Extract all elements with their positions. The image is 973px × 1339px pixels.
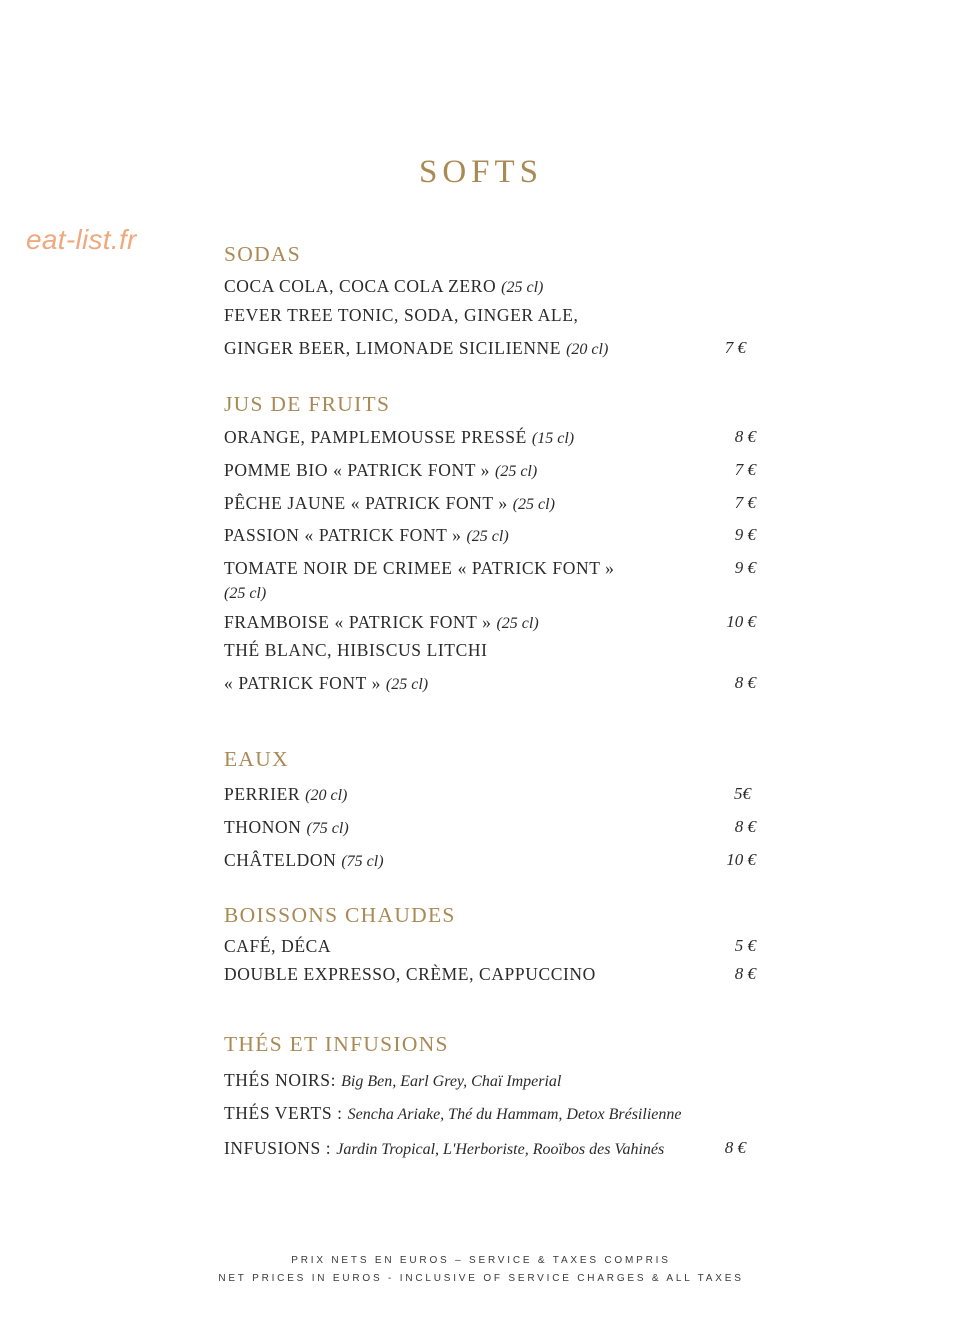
item-name: FRAMBOISE « PATRICK FONT » (224, 612, 492, 632)
menu-item (224, 276, 756, 300)
menu-item (224, 817, 756, 841)
item-name: GINGER BEER, LIMONADE SICILIENNE (224, 338, 562, 358)
item-name: COCA COLA, COCA COLA ZERO (224, 276, 497, 296)
item-price: 7 € (734, 493, 756, 512)
item-size: (25 cl) (501, 279, 544, 296)
item-size: (25 cl) (224, 585, 267, 602)
item-price: 8 € (734, 673, 756, 692)
menu-item (224, 338, 756, 362)
item-price: 8 € (734, 964, 756, 983)
item-price: 5 € (734, 936, 756, 955)
item-size: (25 cl) (385, 676, 429, 693)
item-price: 7 € (734, 460, 756, 479)
item-size: (25 cl) (512, 496, 555, 513)
menu-item (224, 673, 756, 697)
item-size: (20 cl) (305, 787, 348, 804)
menu-item (224, 1103, 704, 1127)
menu-item (224, 612, 756, 636)
section-heading-jus-de-fruits: JUS DE FRUITS (224, 392, 391, 416)
item-name: PERRIER (224, 784, 301, 804)
page-title: SOFTS (418, 154, 544, 190)
item-price: 5€ (734, 784, 751, 803)
item-size: (75 cl) (341, 853, 384, 870)
menu-item (224, 558, 756, 606)
menu-item (224, 964, 756, 988)
section-heading-boissons-chaudes: BOISSONS CHAUDES (224, 903, 456, 927)
item-name: THÉS NOIRS: (224, 1070, 337, 1090)
menu-item (224, 1070, 756, 1094)
item-name: DOUBLE EXPRESSO, CRÈME, CAPPUCCINO (224, 964, 596, 984)
item-size: (25 cl) (466, 528, 509, 545)
item-name: THONON (224, 817, 302, 837)
item-name: CHÂTELDON (224, 850, 337, 870)
item-size: (25 cl) (496, 615, 539, 632)
item-price: 8 € (734, 427, 756, 446)
item-description: Big Ben, Earl Grey, Chaï Imperial (341, 1073, 562, 1090)
footer-line-fr: PRIX NETS EN EUROS – SERVICE & TAXES COMPRIS (291, 1255, 671, 1266)
menu-item (224, 936, 756, 960)
item-name: « PATRICK FONT » (224, 673, 381, 693)
item-name: INFUSIONS : (224, 1138, 332, 1158)
item-price: 7 € (724, 338, 746, 357)
menu-item (224, 1138, 756, 1162)
footer-line-en: NET PRICES IN EUROS - INCLUSIVE OF SERVICE CHARGES & ALL TAXES (218, 1273, 744, 1284)
section-heading-thes-et-infusions: THÉS ET INFUSIONS (224, 1032, 449, 1056)
item-name: CAFÉ, DÉCA (224, 936, 332, 956)
item-price: 10 € (726, 850, 756, 869)
menu-item (224, 784, 756, 808)
item-price: 9 € (734, 525, 756, 544)
item-name: POMME BIO « PATRICK FONT » (224, 460, 491, 480)
item-size: (25 cl) (495, 463, 538, 480)
item-name: FEVER TREE TONIC, SODA, GINGER ALE, (224, 305, 579, 325)
item-name: TOMATE NOIR DE CRIMEE « PATRICK FONT » (224, 558, 615, 578)
item-name: THÉS VERTS : (224, 1103, 343, 1123)
menu-item (224, 640, 756, 664)
menu-item (224, 850, 756, 874)
item-size: (15 cl) (531, 430, 575, 447)
item-name: PÊCHE JAUNE « PATRICK FONT » (224, 493, 508, 513)
item-price: 9 € (734, 558, 756, 577)
item-price: 8 € (724, 1138, 746, 1157)
section-heading-eaux: EAUX (224, 747, 289, 771)
item-description: Sencha Ariake, Thé du Hammam, Detox Brésilienne (347, 1106, 682, 1123)
item-size: (20 cl) (566, 341, 609, 358)
item-size: (75 cl) (306, 820, 349, 837)
item-price: 8 € (734, 817, 756, 836)
watermark-text: eat-list.fr (26, 224, 137, 255)
menu-item (224, 493, 756, 517)
item-price: 10 € (726, 612, 756, 631)
menu-item (224, 305, 756, 329)
menu-item (224, 525, 756, 549)
menu-item (224, 427, 756, 451)
item-description: Jardin Tropical, L'Herboriste, Rooïbos des Vahinés (336, 1141, 665, 1158)
section-heading-sodas: SODAS (224, 242, 301, 266)
item-name: ORANGE, PAMPLEMOUSSE PRESSÉ (224, 427, 527, 447)
item-name: PASSION « PATRICK FONT » (224, 525, 462, 545)
menu-item (224, 460, 756, 484)
item-name: THÉ BLANC, HIBISCUS LITCHI (224, 640, 488, 660)
